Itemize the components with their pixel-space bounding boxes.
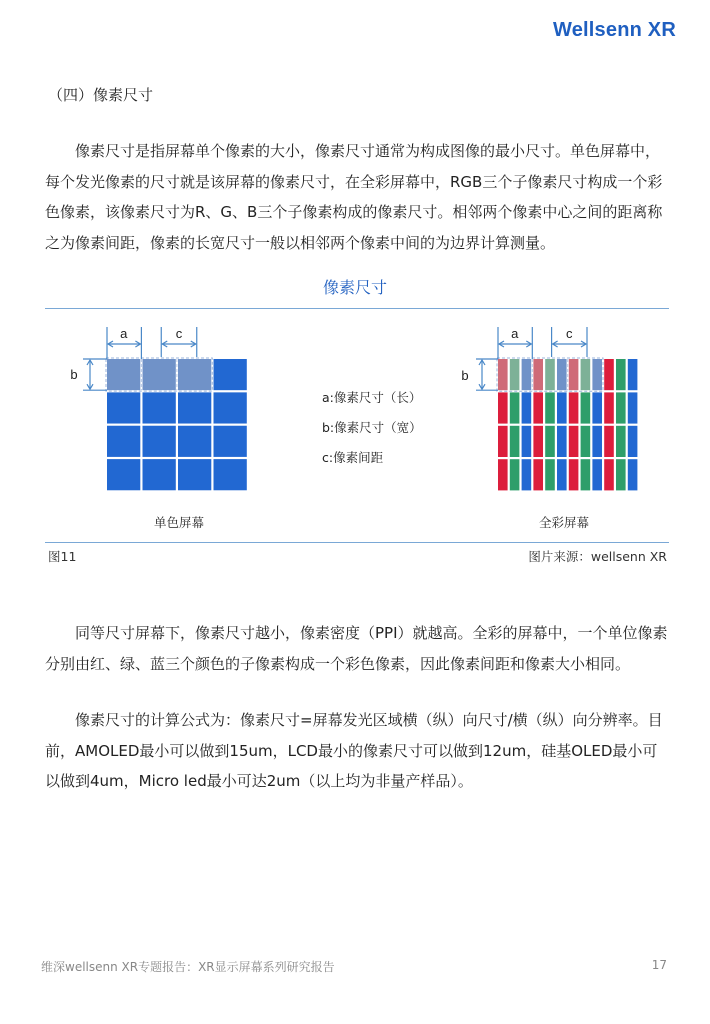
mono-pixel (107, 392, 140, 423)
page-number: 17 (651, 958, 667, 972)
subpixel-green (616, 392, 626, 423)
color-dim-c-label: c (566, 326, 573, 341)
subpixel-red (498, 426, 508, 457)
subpixel-blue (592, 459, 602, 490)
subpixel-red (569, 426, 579, 457)
subpixel-blue (628, 359, 638, 390)
section-title: （四）像素尺寸 (48, 86, 154, 104)
subpixel-red (569, 392, 579, 423)
mono-pixel (214, 392, 247, 423)
subpixel-red (498, 459, 508, 490)
mono-dim-a-label: a (120, 326, 128, 341)
subpixel-blue (557, 392, 567, 423)
figure-source: 图片来源：wellsenn XR (528, 549, 667, 564)
mono-pixel (178, 459, 211, 490)
subpixel-green (581, 392, 591, 423)
mono-pixel (143, 459, 176, 490)
mono-pixel (107, 426, 140, 457)
subpixel-red (604, 426, 614, 457)
footer-report-title: 维深wellsenn XR专题报告：XR显示屏幕系列研究报告 (41, 960, 335, 974)
paragraph-ppi (45, 618, 670, 679)
subpixel-red (533, 426, 543, 457)
figure-title: 像素尺寸 (322, 278, 387, 297)
subpixel-red (604, 359, 614, 390)
paragraph-text: 像素尺寸的计算公式为：像素尺寸=屏幕发光区域横（纵）向尺寸/横（纵）向分辨率。目前，AMOLED最小可以做到15um，LCD最小的像素尺寸可以做到12um，硅基OLED最小可以做到4um，Micro led最小可达2um（以上均为非量产样品）。 (45, 711, 663, 790)
legend-b: b:像素尺寸（宽） (322, 420, 422, 435)
mono-pixel (107, 359, 140, 390)
mono-pixel (178, 359, 211, 390)
subpixel-green (616, 359, 626, 390)
mono-dim-b-label: b (70, 367, 78, 382)
subpixel-green (616, 426, 626, 457)
subpixel-red (569, 359, 579, 390)
subpixel-red (533, 459, 543, 490)
color-dim-a-label: a (511, 326, 519, 341)
subpixel-blue (522, 426, 532, 457)
subpixel-green (545, 359, 555, 390)
subpixel-blue (522, 359, 532, 390)
subpixel-red (498, 359, 508, 390)
subpixel-green (510, 426, 520, 457)
subpixel-red (533, 392, 543, 423)
subpixel-red (569, 459, 579, 490)
color-screen-label: 全彩屏幕 (539, 515, 590, 530)
subpixel-green (616, 459, 626, 490)
mono-pixel (143, 426, 176, 457)
subpixel-green (510, 459, 520, 490)
legend-c: c:像素间距 (322, 450, 384, 465)
subpixel-green (545, 426, 555, 457)
subpixel-green (510, 359, 520, 390)
subpixel-red (604, 392, 614, 423)
subpixel-red (604, 459, 614, 490)
paragraph-text: 同等尺寸屏幕下，像素尺寸越小，像素密度（PPI）就越高。全彩的屏幕中，一个单位像素分别由红、绿、蓝三个颜色的子像素构成一个彩色像素，因此像素间距和像素大小相同。 (45, 624, 668, 673)
subpixel-blue (522, 392, 532, 423)
figure-bottom-divider (45, 542, 669, 543)
mono-dim-c-label: c (175, 326, 183, 341)
subpixel-red (533, 359, 543, 390)
subpixel-green (581, 459, 591, 490)
mono-pixel (143, 392, 176, 423)
subpixel-green (545, 459, 555, 490)
subpixel-green (545, 392, 555, 423)
subpixel-blue (557, 459, 567, 490)
subpixel-blue (557, 359, 567, 390)
subpixel-blue (628, 459, 638, 490)
mono-pixel (214, 359, 247, 390)
paragraph-text: 像素尺寸是指屏幕单个像素的大小，像素尺寸通常为构成图像的最小尺寸。单色屏幕中，每个发光像素的尺寸就是该屏幕的像素尺寸，在全彩屏幕中，RGB三个子像素尺寸构成一个彩色像素，该像素尺寸为R、G、B三个子像素构成的像素尺寸。相邻两个像素中心之间的距离称之为像素间距，像素的长宽尺寸一般以相邻两个像素中间的为边界计算测量。 (45, 142, 663, 252)
subpixel-green (510, 392, 520, 423)
mono-pixel (143, 359, 176, 390)
mono-pixel (178, 426, 211, 457)
subpixel-blue (522, 459, 532, 490)
color-dim-b-label: b (461, 368, 469, 383)
subpixel-green (581, 426, 591, 457)
mono-pixel (214, 459, 247, 490)
subpixel-blue (628, 426, 638, 457)
subpixel-red (498, 392, 508, 423)
subpixel-blue (592, 392, 602, 423)
subpixel-blue (557, 426, 567, 457)
mono-screen-label: 单色屏幕 (154, 515, 205, 530)
mono-pixel (214, 426, 247, 457)
figure-number: 图11 (48, 549, 77, 564)
mono-pixel (178, 392, 211, 423)
paragraph-formula (45, 705, 670, 797)
mono-pixel (107, 459, 140, 490)
legend-a: a:像素尺寸（长） (322, 390, 422, 405)
subpixel-blue (628, 392, 638, 423)
brand-logo: Wellsenn XR (553, 19, 676, 41)
subpixel-blue (592, 426, 602, 457)
subpixel-blue (592, 359, 602, 390)
subpixel-green (581, 359, 591, 390)
